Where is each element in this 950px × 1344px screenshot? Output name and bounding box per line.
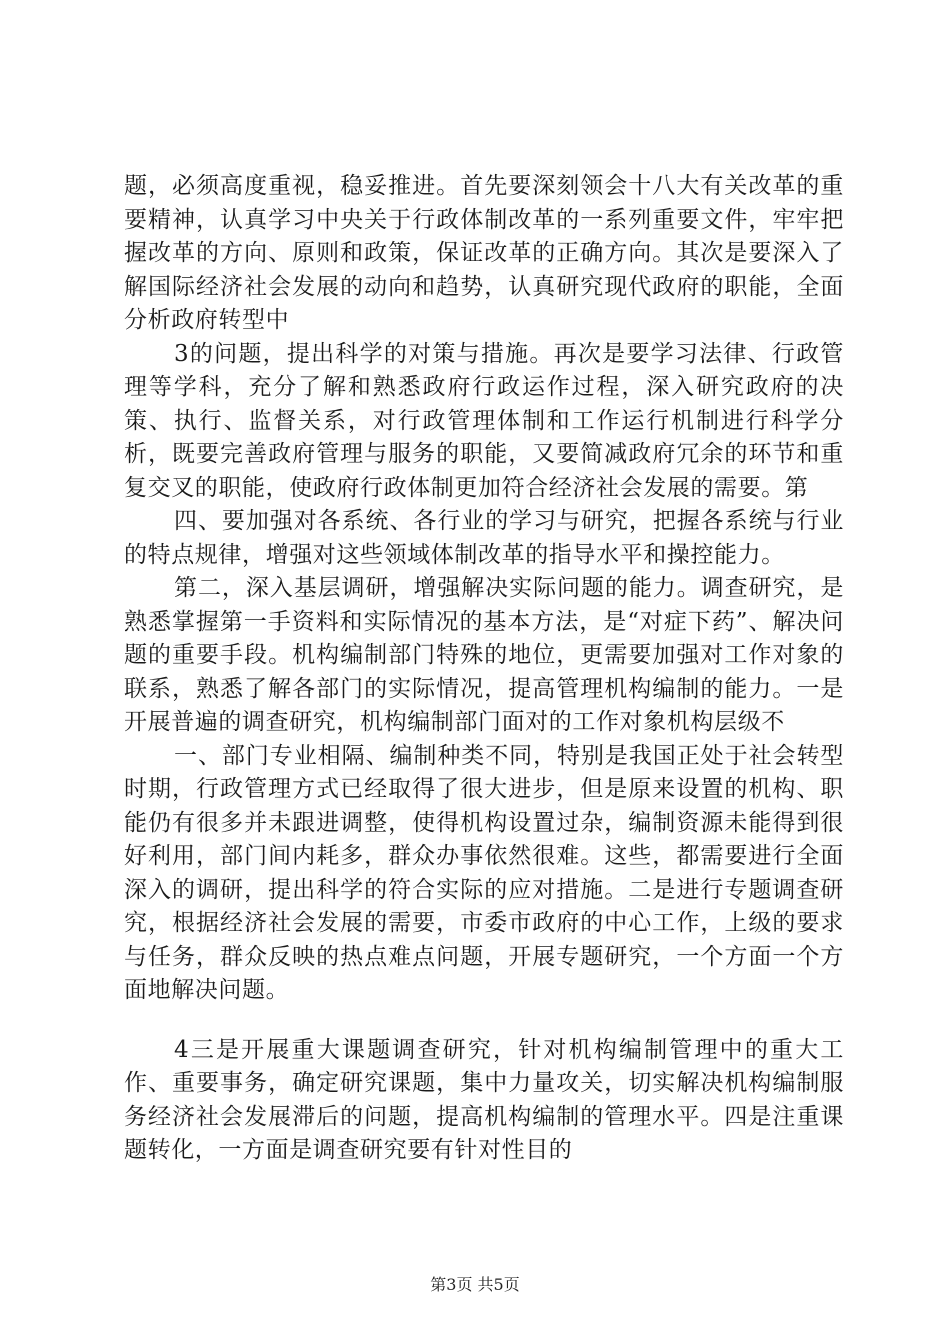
paragraph-5: 一、部门专业相隔、编制种类不同，特别是我国正处于社会转型时期，行政管理方式已经取得了很大进步，但是原来设置的机构、职能仍有很多并未跟进调整，使得机构设置过杂，编制资源未能得到很好利用，部门间内耗多，群众办事依然很难。这些，都需要进行全面深入的调研，提出科学的符合实际的应对措施。二是进行专题调查研究，根据经济社会发展的需要，市委市政府的中心工作，上级的要求与任务，群众反映的热点难点问题，开展专题研究，一个方面一个方面地解决问题。 (124, 742, 844, 1003)
page-number-footer: 第3页 共5页 (430, 1275, 520, 1294)
paragraph-3: 四、要加强对各系统、各行业的学习与研究，把握各系统与行业的特点规律，增强对这些领域体制改革的指导水平和操控能力。 (124, 508, 844, 568)
paragraph-2: 3的问题，提出科学的对策与措施。再次是要学习法律、行政管理等学科，充分了解和熟悉政府行政运作过程，深入研究政府的决策、执行、监督关系，对行政管理体制和工作运行机制进行科学分析，既要完善政府管理与服务的职能，又要简减政府冗余的环节和重复交叉的职能，使政府行政体制更加符合经济社会发展的需要。第 (124, 340, 844, 501)
paragraph-4: 第二，深入基层调研，增强解决实际问题的能力。调查研究，是熟悉掌握第一手资料和实际情况的基本方法，是“对症下药”、解决问题的重要手段。机构编制部门特殊的地位，更需要加强对工作对象的联系，熟悉了解各部门的实际情况，提高管理机构编制的能力。一是开展普遍的调查研究，机构编制部门面对的工作对象机构层级不 (124, 575, 844, 735)
paragraph-6: 4三是开展重大课题调查研究，针对机构编制管理中的重大工作、重要事务，确定研究课题，集中力量攻关，切实解决机构编制服务经济社会发展滞后的问题，提高机构编制的管理水平。四是注重课题转化，一方面是调查研究要有针对性目的 (124, 1036, 844, 1163)
paragraph-1: 题，必须高度重视，稳妥推进。首先要深刻领会十八大有关改革的重要精神，认真学习中央关于行政体制改革的一系列重要文件，牢牢把握改革的方向、原则和政策，保证改革的正确方向。其次是要深入了解国际经济社会发展的动向和趋势，认真研究现代政府的职能，全面分析政府转型中 (124, 173, 844, 333)
document-body (124, 170, 844, 1168)
paragraph-spacer (124, 1008, 844, 1034)
